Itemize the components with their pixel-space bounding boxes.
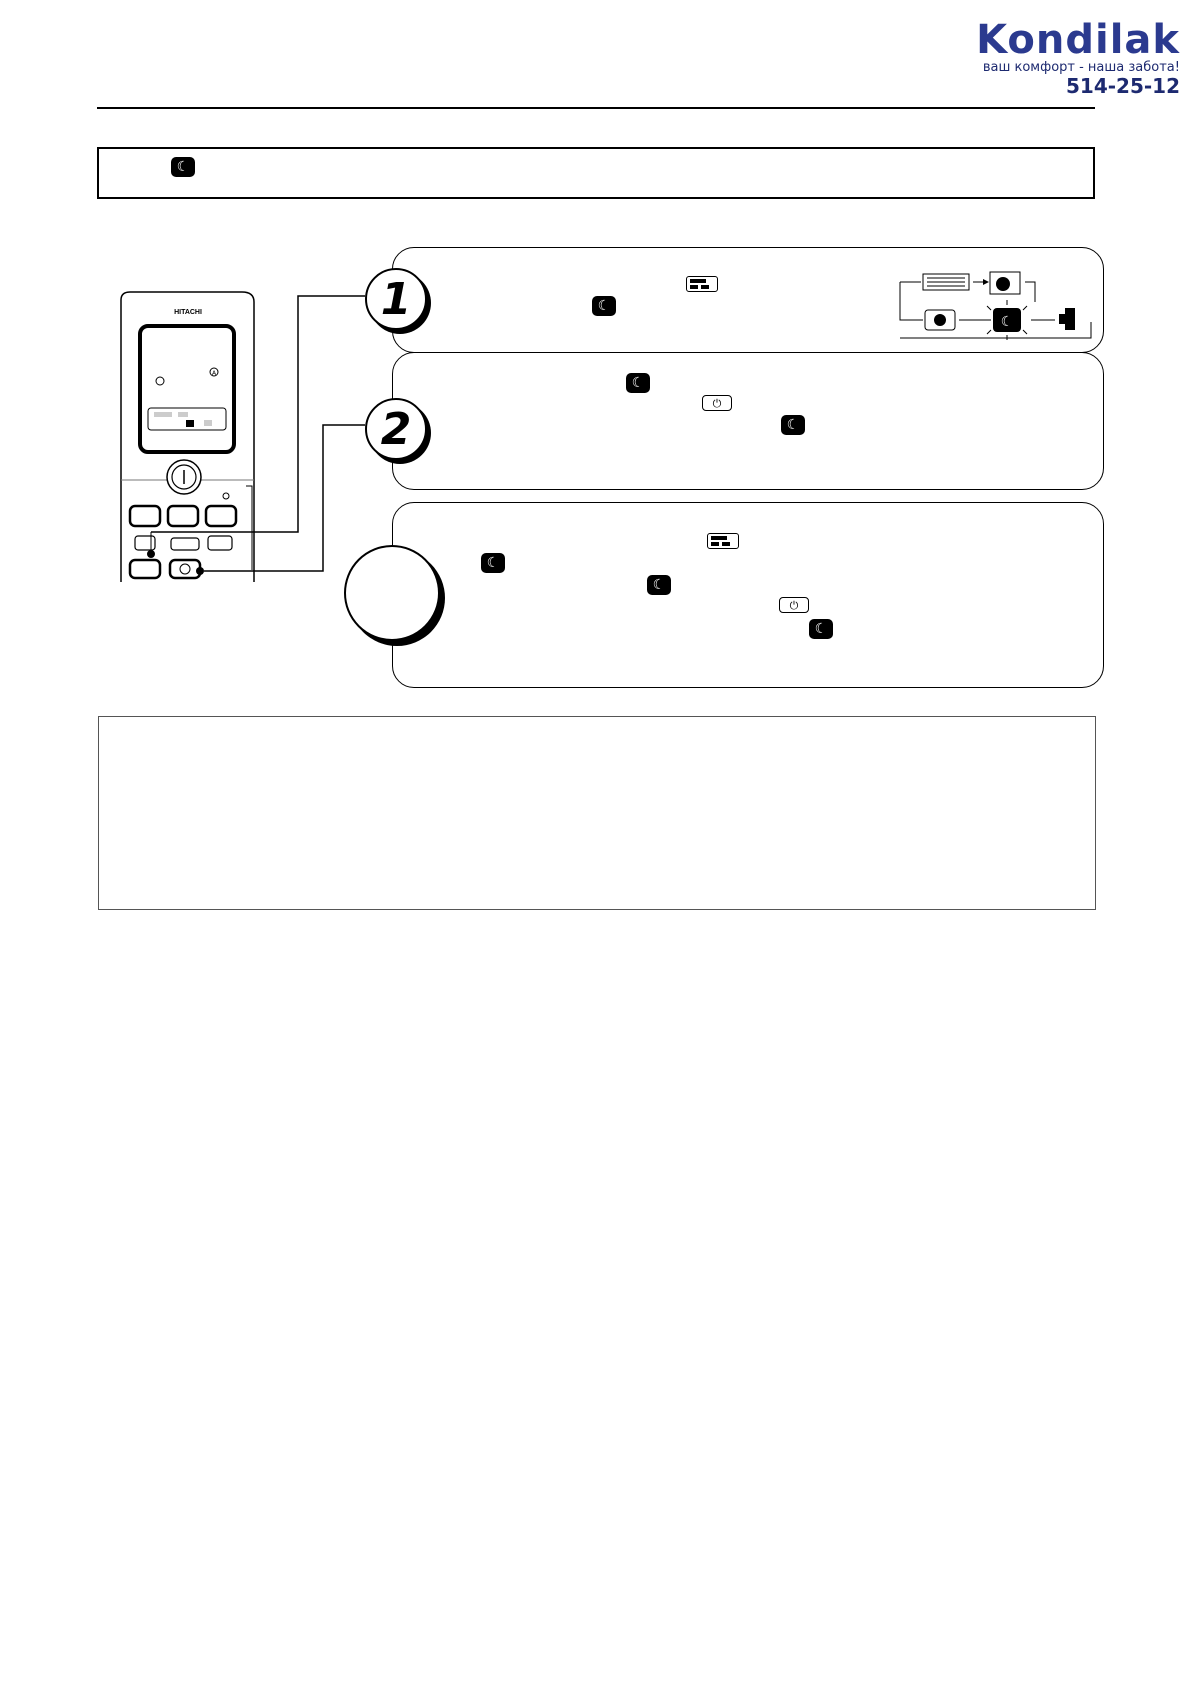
mode-icon — [686, 276, 718, 292]
note-circle — [344, 545, 440, 641]
remote-control-illustration — [118, 290, 378, 590]
brand-logo: Kondilak — [976, 17, 1180, 63]
moon-icon: ☾ — [592, 296, 616, 316]
power-icon: ⏻ — [702, 395, 732, 411]
step-1-panel — [392, 247, 1104, 353]
power-icon: ⏻ — [779, 597, 809, 613]
svg-text:☾: ☾ — [1000, 314, 1014, 330]
remote-brand-label: HITACHI — [174, 309, 202, 316]
moon-icon: ☾ — [781, 415, 805, 435]
notes-box — [98, 716, 1096, 910]
moon-icon: ☾ — [647, 575, 671, 595]
header-rule — [97, 107, 1095, 109]
moon-icon: ☾ — [809, 619, 833, 639]
svg-text:A: A — [211, 370, 217, 377]
moon-icon: ☾ — [171, 157, 195, 177]
brand-phone: 514-25-12 — [1065, 74, 1180, 98]
moon-icon: ☾ — [626, 373, 650, 393]
step-2-panel — [392, 352, 1104, 490]
mode-cycle-diagram — [895, 268, 1095, 340]
step-1-number: 1 — [365, 268, 427, 330]
step-2-number: 2 — [365, 398, 427, 460]
note-panel — [392, 502, 1104, 688]
mode-icon — [707, 533, 739, 549]
note-box — [97, 147, 1095, 199]
moon-icon: ☾ — [481, 553, 505, 573]
brand-slogan: ваш комфорт - наша забота! — [982, 60, 1180, 75]
